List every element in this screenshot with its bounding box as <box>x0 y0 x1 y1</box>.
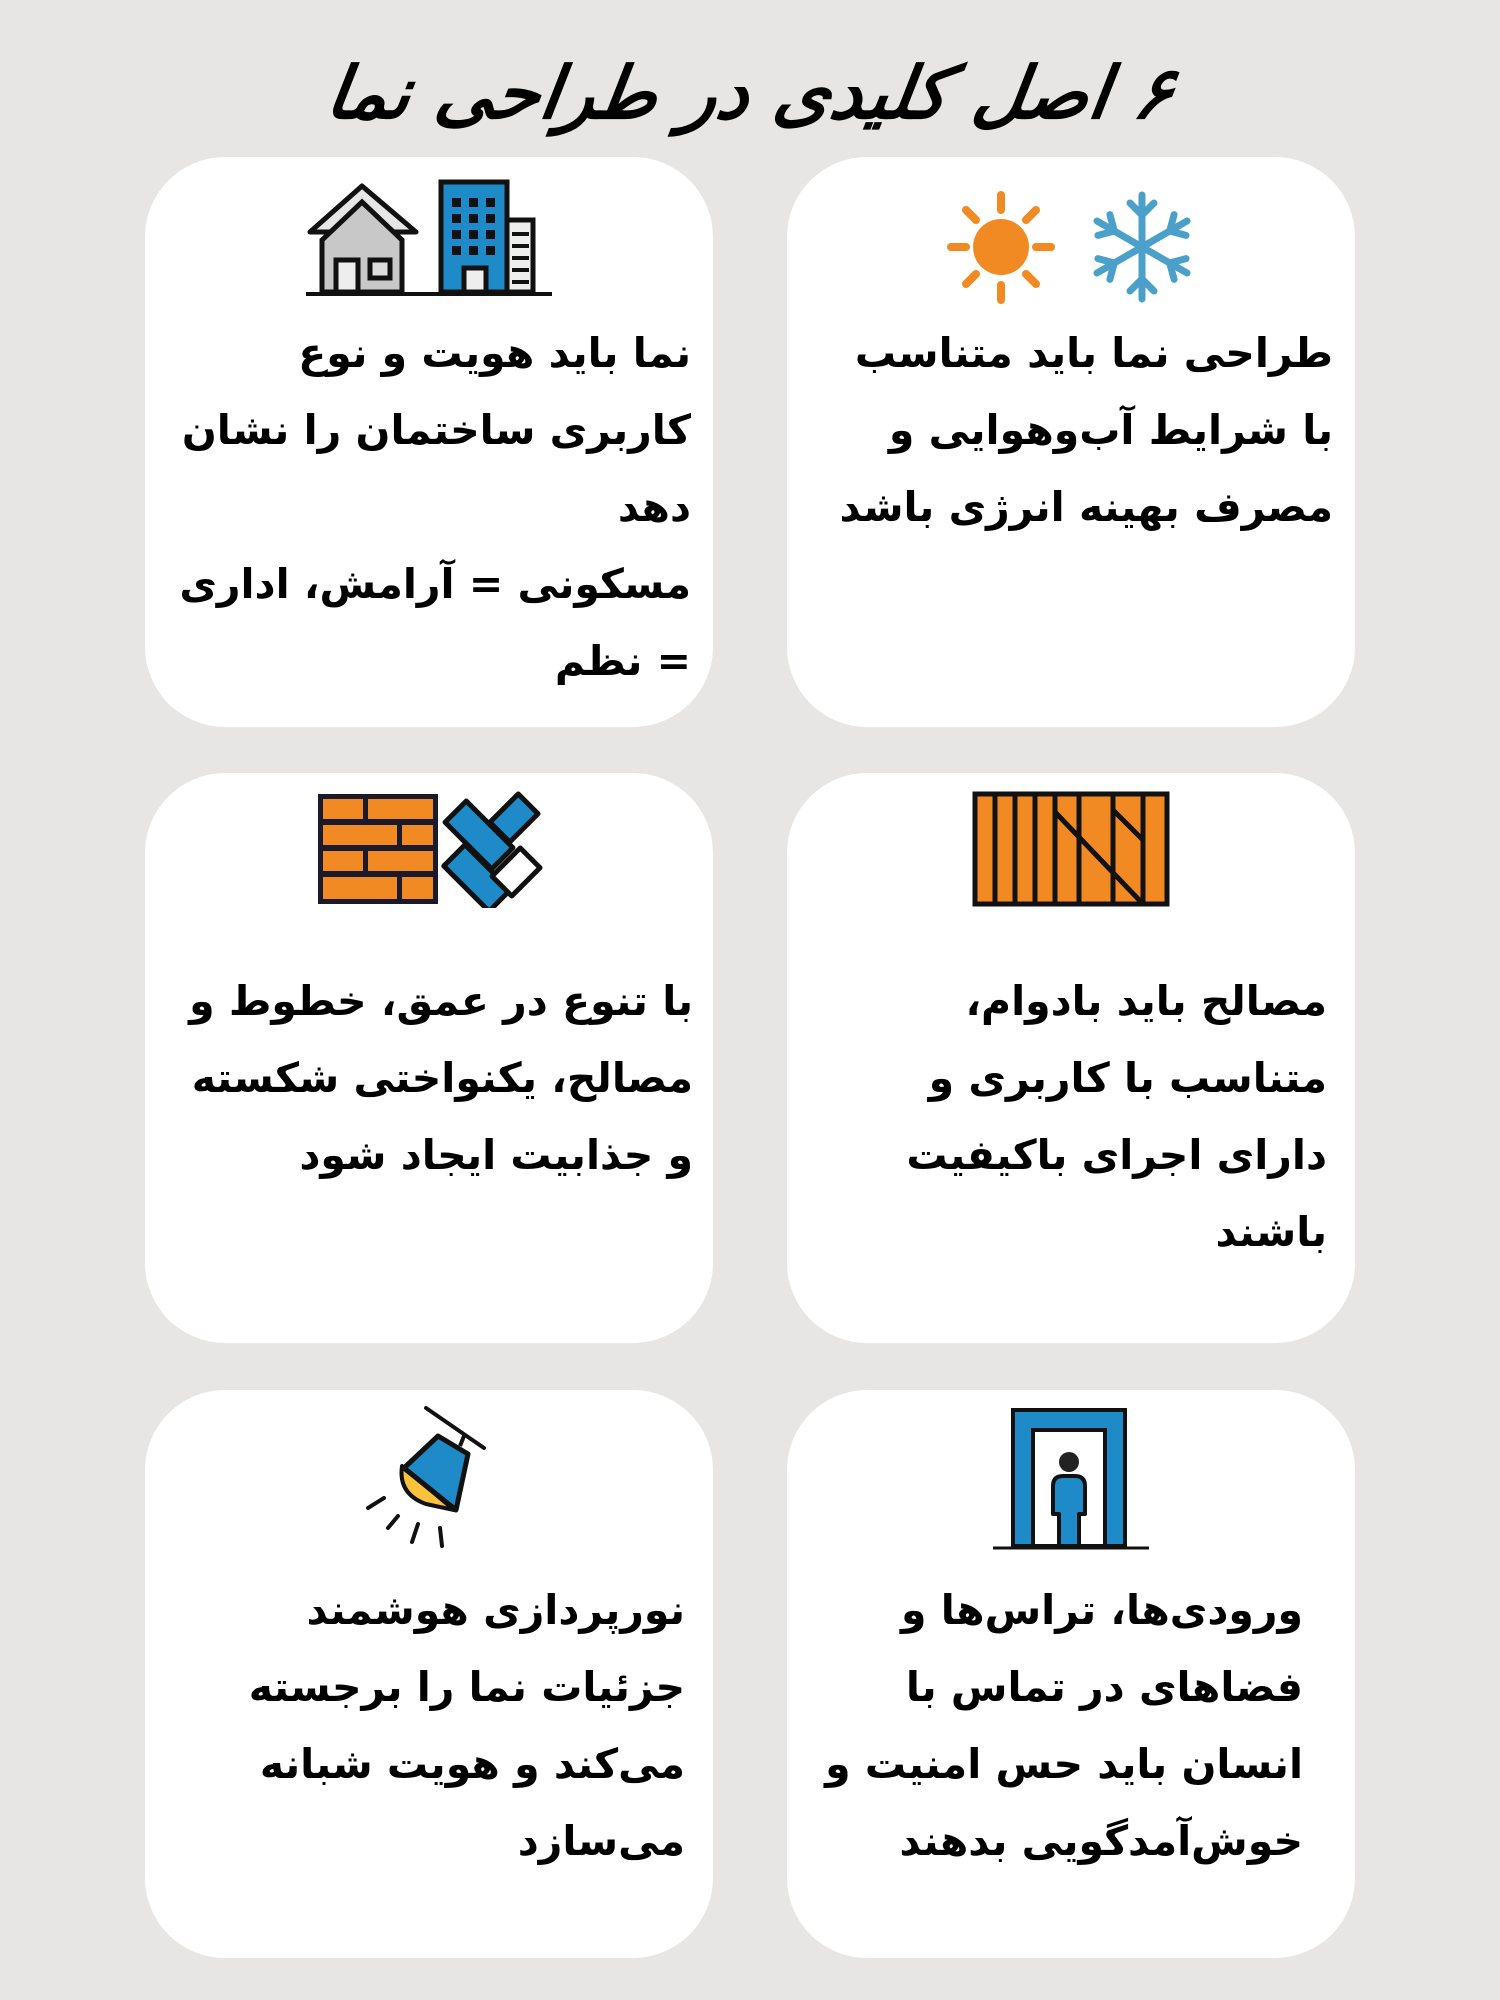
card-line: انسان باید حس امنیت و <box>825 1740 1303 1788</box>
card-line: خوش‌آمدگویی بدهند <box>899 1817 1303 1865</box>
card-line: جزئیات نما را برجسته <box>248 1663 685 1711</box>
card-line: نورپردازی هوشمند <box>306 1586 685 1634</box>
house-and-building-icon <box>145 169 713 299</box>
page-title: ۶ اصل کلیدی در طراحی نما <box>321 51 1179 135</box>
card-line: نما باید هویت و نوع <box>298 329 691 377</box>
card-text <box>783 1572 1303 1880</box>
sun-icon <box>946 185 1196 315</box>
card-identity <box>145 157 713 727</box>
card-lighting <box>145 1390 713 1958</box>
person-in-doorway-icon <box>787 1402 1355 1552</box>
card-line: می‌سازد <box>517 1817 685 1865</box>
card-line: مصرف بهینه انرژی باشد <box>839 483 1333 531</box>
card-line: مسکونی = آرامش، اداری <box>179 560 691 608</box>
card-line: دهد <box>617 483 691 531</box>
card-line: ورودی‌ها، تراس‌ها و <box>901 1586 1303 1634</box>
card-line: متناسب با کاربری و <box>928 1054 1327 1102</box>
card-line: با شرایط آب‌وهوایی و <box>888 406 1333 454</box>
card-materials <box>787 773 1355 1343</box>
card-line: و جذابیت ایجاد شود <box>299 1131 693 1179</box>
card-line: با تنوع در عمق، خطوط و <box>189 977 693 1025</box>
card-text <box>165 1572 685 1880</box>
card-text <box>813 315 1333 546</box>
card-line: مصالح، یکنواختی شکسته <box>191 1054 693 1102</box>
card-line: مصالح باید بادوام، <box>965 977 1327 1025</box>
card-line: می‌کند و هویت شبانه <box>259 1740 685 1788</box>
bricks-and-tiles-icon <box>145 789 713 909</box>
card-entrances <box>787 1390 1355 1958</box>
card-line: دارای اجرای باکیفیت <box>906 1131 1327 1179</box>
card-text <box>163 963 693 1194</box>
spotlight-lamp-icon <box>145 1404 713 1554</box>
card-line: طراحی نما باید متناسب <box>854 329 1333 377</box>
card-variety <box>145 773 713 1343</box>
card-line: کاربری ساختمان را نشان <box>181 406 691 454</box>
card-text <box>807 963 1327 1271</box>
card-climate <box>787 157 1355 727</box>
card-line: = نظم <box>554 637 691 685</box>
climate-sun-snowflake-icon <box>787 185 1355 315</box>
card-line: فضاهای در تماس با <box>905 1663 1303 1711</box>
wood-panels-icon <box>787 789 1355 909</box>
card-line: باشند <box>1215 1208 1327 1256</box>
card-text <box>171 315 691 700</box>
